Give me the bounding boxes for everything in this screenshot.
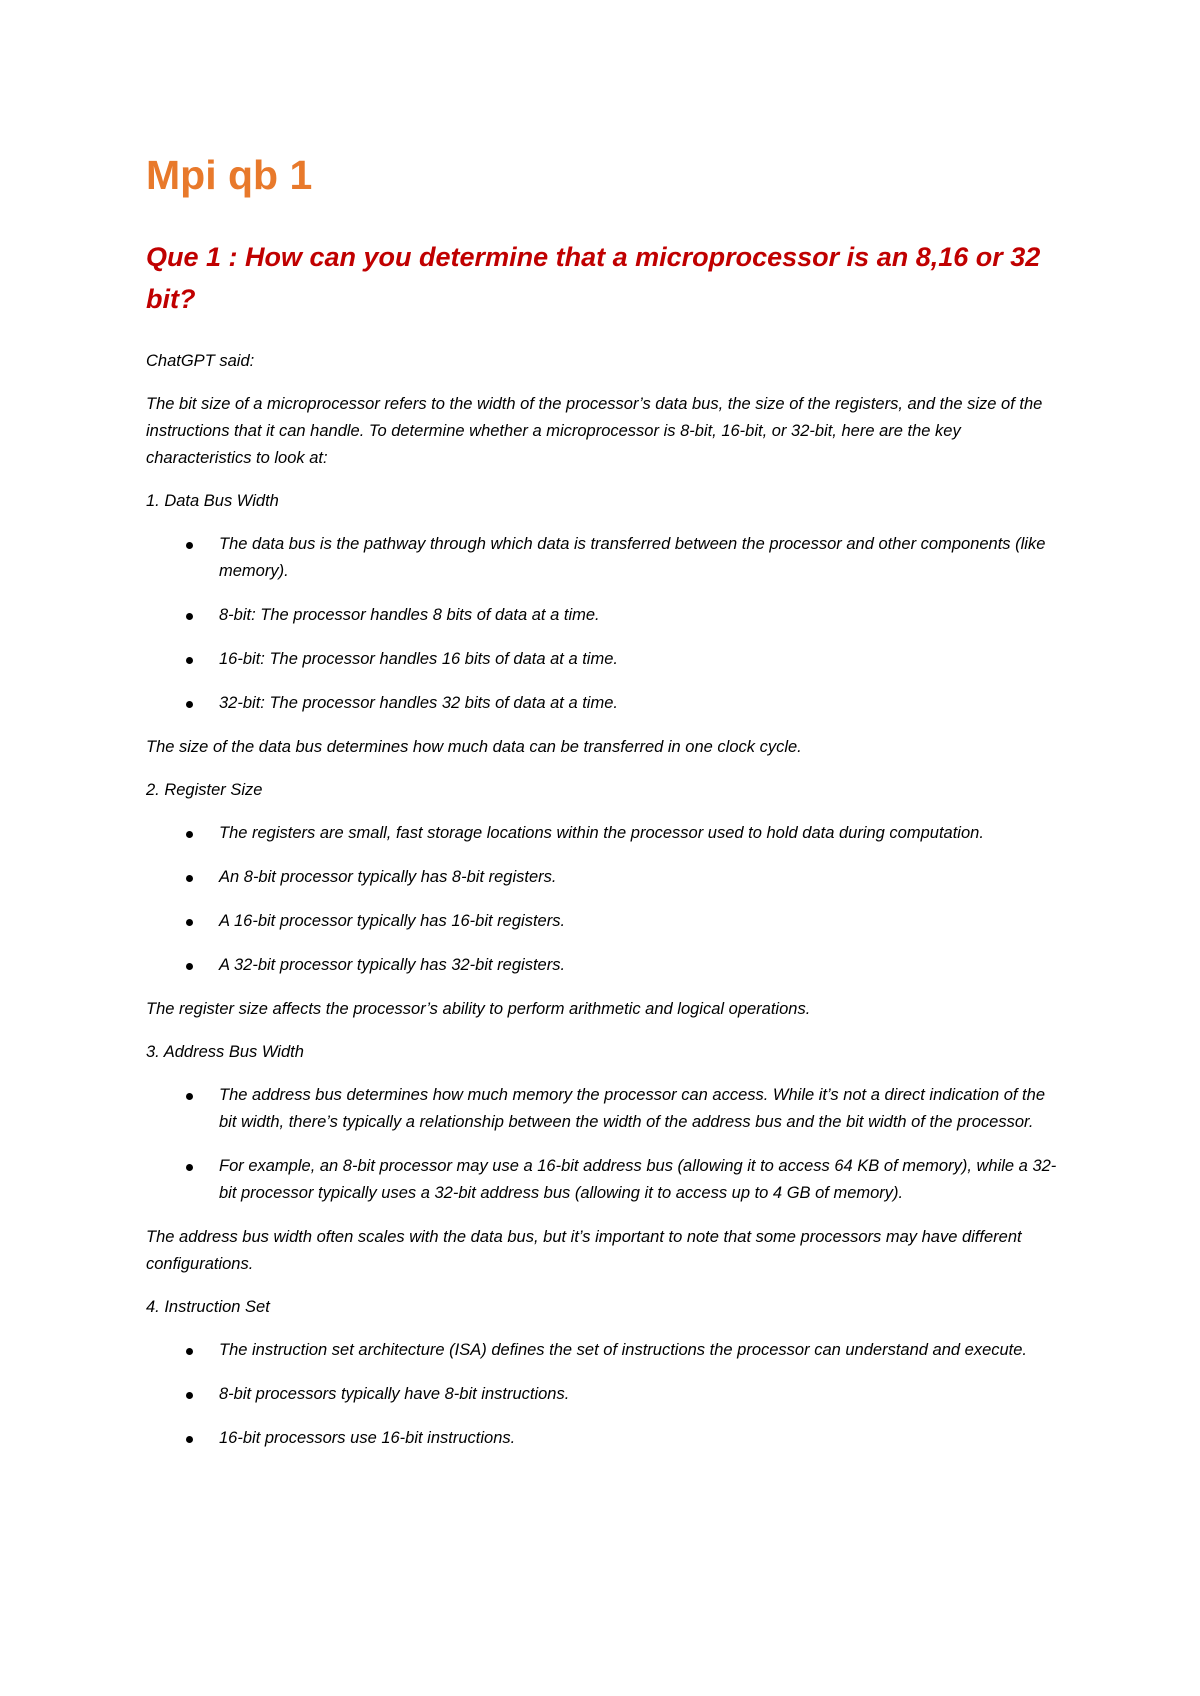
section-summary: The size of the data bus determines how much data can be transferred in one clock cycle. — [146, 738, 802, 756]
intro-label: ChatGPT said: — [146, 352, 255, 370]
list-item-text: A 32-bit processor typically has 32-bit registers. — [219, 956, 566, 974]
list-item — [146, 952, 1065, 979]
list-item-text: The instruction set architecture (ISA) defines the set of instructions the processor can understand and execute. — [219, 1341, 1028, 1359]
list-item — [146, 1381, 1065, 1408]
bullet-icon — [186, 963, 193, 970]
list-item-text: The registers are small, fast storage locations within the processor used to hold data during computation. — [219, 824, 984, 842]
intro-paragraph: The bit size of a microprocessor refers to the width of the processor’s data bus, the size of the registers, and the size of the instructions that it can handle. To determine whether a microprocessor is 8-bit, 16-bit, or 32-bit, here are the key characteristics to look at: — [146, 395, 1043, 467]
list-item-text: For example, an 8-bit processor may use a 16-bit address bus (allowing it to access 64 KB of memory), while a 32-bit processor typically uses a 32-bit address bus (allowing it to access up to 4 GB of memory). — [219, 1157, 1057, 1202]
page-title: Mpi qb 1 — [146, 152, 313, 198]
bullet-icon — [186, 1392, 193, 1399]
list-item-text: 16-bit: The processor handles 16 bits of data at a time. — [219, 650, 618, 668]
list-item-text: An 8-bit processor typically has 8-bit registers. — [219, 868, 557, 886]
list-item — [146, 908, 1065, 935]
list-item — [146, 1425, 1065, 1452]
list-item — [146, 864, 1065, 891]
section-heading: 1. Data Bus Width — [146, 492, 279, 510]
list-item — [146, 646, 1065, 673]
list-item-text: 32-bit: The processor handles 32 bits of data at a time. — [219, 694, 618, 712]
list-item-text: The data bus is the pathway through which data is transferred between the processor and other components (like memory). — [219, 535, 1046, 580]
bullet-icon — [186, 613, 193, 620]
list-item-text: 8-bit processors typically have 8-bit instructions. — [219, 1385, 570, 1403]
bullet-icon — [186, 701, 193, 708]
list-item — [146, 531, 1065, 585]
list-item — [146, 1082, 1065, 1136]
bullet-icon — [186, 1436, 193, 1443]
list-item-text: 16-bit processors use 16-bit instructions. — [219, 1429, 516, 1447]
bullet-icon — [186, 657, 193, 664]
bullet-icon — [186, 1348, 193, 1355]
bullet-list — [146, 1082, 1065, 1207]
list-item — [146, 602, 1065, 629]
bullet-icon — [186, 919, 193, 926]
section-summary: The register size affects the processor’s ability to perform arithmetic and logical operations. — [146, 1000, 811, 1018]
bullet-list — [146, 531, 1065, 717]
question-heading: Que 1 : How can you determine that a microprocessor is an 8,16 or 32 bit? — [146, 242, 1041, 314]
list-item-text: 8-bit: The processor handles 8 bits of data at a time. — [219, 606, 600, 624]
list-item — [146, 1153, 1065, 1207]
list-item — [146, 1337, 1065, 1364]
bullet-icon — [186, 875, 193, 882]
section-heading: 3. Address Bus Width — [146, 1043, 304, 1061]
bullet-icon — [186, 1093, 193, 1100]
section-summary: The address bus width often scales with the data bus, but it’s important to note that some processors may have different configurations. — [146, 1228, 1022, 1273]
list-item-text: A 16-bit processor typically has 16-bit registers. — [219, 912, 566, 930]
bullet-icon — [186, 1164, 193, 1171]
bullet-icon — [186, 542, 193, 549]
list-item-text: The address bus determines how much memory the processor can access. While it’s not a direct indication of the bit width, there’s typically a relationship between the width of the address bus and the bit width of the processor. — [219, 1086, 1045, 1131]
list-item — [146, 820, 1065, 847]
sections-container — [146, 488, 1065, 1452]
bullet-icon — [186, 831, 193, 838]
section-heading: 4. Instruction Set — [146, 1298, 270, 1316]
section-heading: 2. Register Size — [146, 781, 263, 799]
bullet-list — [146, 820, 1065, 979]
bullet-list — [146, 1337, 1065, 1452]
list-item — [146, 690, 1065, 717]
